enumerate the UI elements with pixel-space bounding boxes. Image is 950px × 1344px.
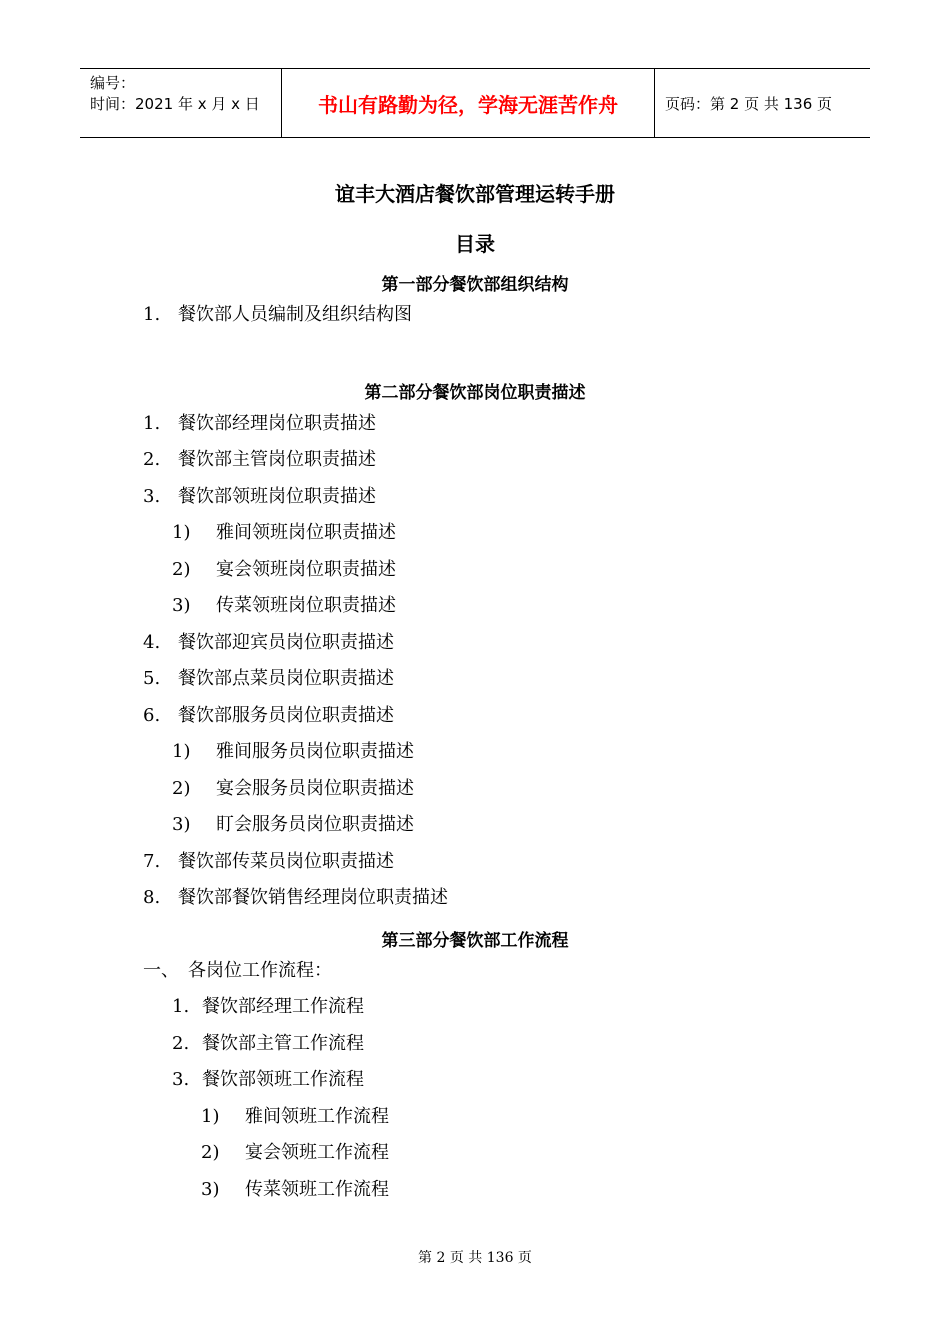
toc-item-number: 2. [172,1033,190,1054]
toc-item-number: 6. [143,705,161,726]
toc-item-number: 2) [172,559,191,580]
toc-item-number: 7. [143,851,161,872]
toc-item-text: 餐饮部餐饮销售经理岗位职责描述 [178,887,448,908]
toc-item-text: 各岗位工作流程： [188,960,332,981]
page-header [80,68,870,138]
toc-item-text: 宴会服务员岗位职责描述 [216,778,414,799]
toc-item-text: 传菜领班岗位职责描述 [216,595,396,616]
document-title: 谊丰大酒店餐饮部管理运转手册 [335,182,615,206]
toc-item-text: 餐饮部服务员岗位职责描述 [178,705,394,726]
toc-item-number: 8. [143,887,161,908]
toc-item-text: 餐饮部经理岗位职责描述 [178,413,376,434]
section-heading-part1: 第一部分餐饮部组织结构 [381,275,569,295]
toc-item-number: 2) [201,1142,220,1163]
toc-item-text: 传菜领班工作流程 [245,1179,389,1200]
toc-item-number: 3) [201,1179,220,1200]
toc-item-text: 餐饮部人员编制及组织结构图 [178,304,412,325]
header-meta [90,69,280,137]
toc-title: 目录 [455,232,495,256]
toc-item-text: 宴会领班工作流程 [245,1142,389,1163]
toc-item-text: 雅间服务员岗位职责描述 [216,741,414,762]
toc-item-number: 2) [172,778,191,799]
toc-item-number: 一、 [143,960,179,981]
toc-item-text: 餐饮部传菜员岗位职责描述 [178,851,394,872]
toc-item-text: 盯会服务员岗位职责描述 [216,814,414,835]
toc-item-number: 5. [143,668,161,689]
toc-item-number: 1) [172,741,191,762]
toc-item-text: 餐饮部领班岗位职责描述 [178,486,376,507]
date-label: 时间：2021 年 x 月 x 日 [90,95,260,113]
toc-item-number: 2. [143,449,161,470]
number-label: 编号： [90,74,136,92]
toc-item-number: 3) [172,595,191,616]
toc-item-number: 3. [143,486,161,507]
toc-item-text: 雅间领班工作流程 [245,1106,389,1127]
toc-item-number: 1. [172,996,190,1017]
toc-item-text: 餐饮部主管工作流程 [202,1033,364,1054]
toc-item-text: 餐饮部经理工作流程 [202,996,364,1017]
section-heading-part3: 第三部分餐饮部工作流程 [381,931,569,951]
toc-item-number: 1. [143,413,161,434]
toc-item-number: 4. [143,632,161,653]
header-motto: 书山有路勤为径，学海无涯苦作舟 [318,92,618,117]
toc-item-text: 餐饮部迎宾员岗位职责描述 [178,632,394,653]
toc-item-text: 餐饮部点菜员岗位职责描述 [178,668,394,689]
toc-item-number: 1) [201,1106,220,1127]
toc-item-text: 餐饮部主管岗位职责描述 [178,449,376,470]
toc-item-number: 1) [172,522,191,543]
toc-item-number: 3. [172,1069,190,1090]
header-divider [654,69,655,137]
page-footer: 第 2 页 共 136 页 [418,1250,532,1266]
section-heading-part2: 第二部分餐饮部岗位职责描述 [364,383,586,403]
toc-item-text: 宴会领班岗位职责描述 [216,559,396,580]
toc-item-text: 雅间领班岗位职责描述 [216,522,396,543]
toc-item-number: 3) [172,814,191,835]
toc-item-number: 1. [143,304,161,325]
header-page-info: 页码：第 2 页 共 136 页 [665,94,833,113]
toc-item-text: 餐饮部领班工作流程 [202,1069,364,1090]
